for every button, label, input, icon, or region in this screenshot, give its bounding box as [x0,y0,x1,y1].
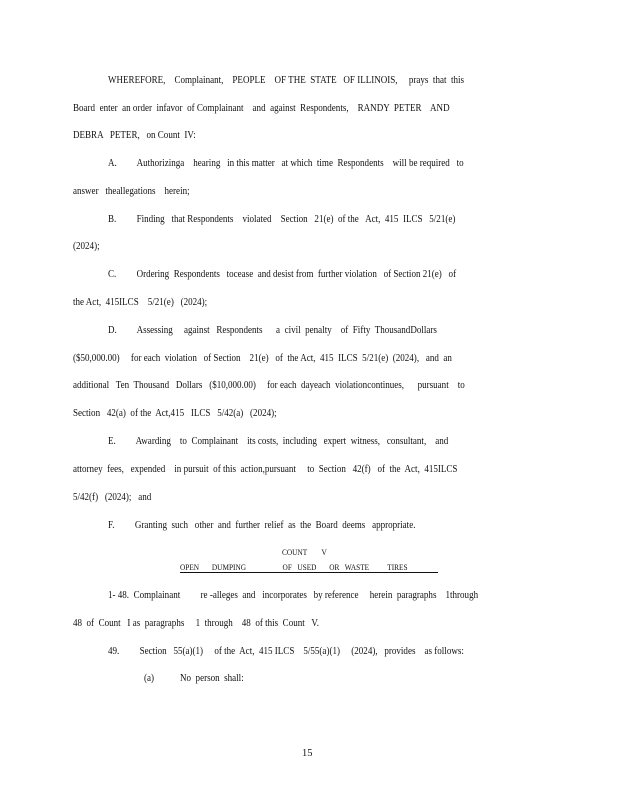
item-c-line-1: C. Ordering Respondents tocease and desist from further violation of Section 21(e) of [108,269,457,280]
para-1-48-line-1: 1- 48. Complainant re -alleges and incorporates by reference herein paragraphs 1through [108,590,479,601]
para-1-48-line-2: 48 of Count I as paragraphs 1 through 48 of this Count V. [73,618,319,629]
page-number: 15 [302,748,313,759]
heading-underline [180,572,438,573]
item-c-line-2: the Act, 415ILCS 5/21(e) (2024); [73,297,208,308]
sub-a-text: No person shall: [180,673,244,684]
para-49-line-1: 49. Section 55(a)(1) of the Act, 415 ILCS 5/55(a)(1) (2024), provides as follows: [108,646,464,657]
item-a-line-2: answer theallegations herein; [73,186,190,197]
item-e-line-3: 5/42(f) (2024); and [73,492,152,503]
item-b-line-2: (2024); [73,241,100,252]
count-heading-top: COUNT V [282,547,327,557]
item-d-line-4: Section 42(a) of the Act,415 ILCS 5/42(a) (2024); [73,408,277,419]
item-d-line-1: D. Assessing against Respondents a civil penalty of Fifty ThousandDollars [108,325,437,336]
count-heading-bottom: OPEN DUMPING OF USED OR WASTE TIRES [180,562,408,572]
item-d-line-2: ($50,000.00) for each violation of Section 21(e) of the Act, 415 ILCS 5/21(e) (2024), and an [73,353,452,364]
wherefore-line-3: DEBRA PETER, on Count IV: [73,130,196,141]
wherefore-line-2: Board enter an order infavor of Complainant and against Respondents, RANDY PETER AND [73,103,450,114]
item-e-line-2: attorney fees, expended in pursuit of this action,pursuant to Section 42(f) of the Act, 415ILCS [73,464,458,475]
item-f-line-1: F. Granting such other and further relief as the Board deems appropriate. [108,520,416,531]
item-e-line-1: E. Awarding to Complainant its costs, including expert witness, consultant, and [108,436,449,447]
item-b-line-1: B. Finding that Respondents violated Section 21(e) of the Act, 415 ILCS 5/21(e) [108,214,456,225]
wherefore-line-1: WHEREFORE, Complainant, PEOPLE OF THE STATE OF ILLINOIS, prays that this [108,75,465,86]
item-d-line-3: additional Ten Thousand Dollars ($10,000.00) for each dayeach violationcontinues, pursuant to [73,380,465,391]
item-a-line-1: A. Authorizinga hearing in this matter at which time Respondents will be required to [108,158,464,169]
sub-a-label: (a) [144,673,155,684]
